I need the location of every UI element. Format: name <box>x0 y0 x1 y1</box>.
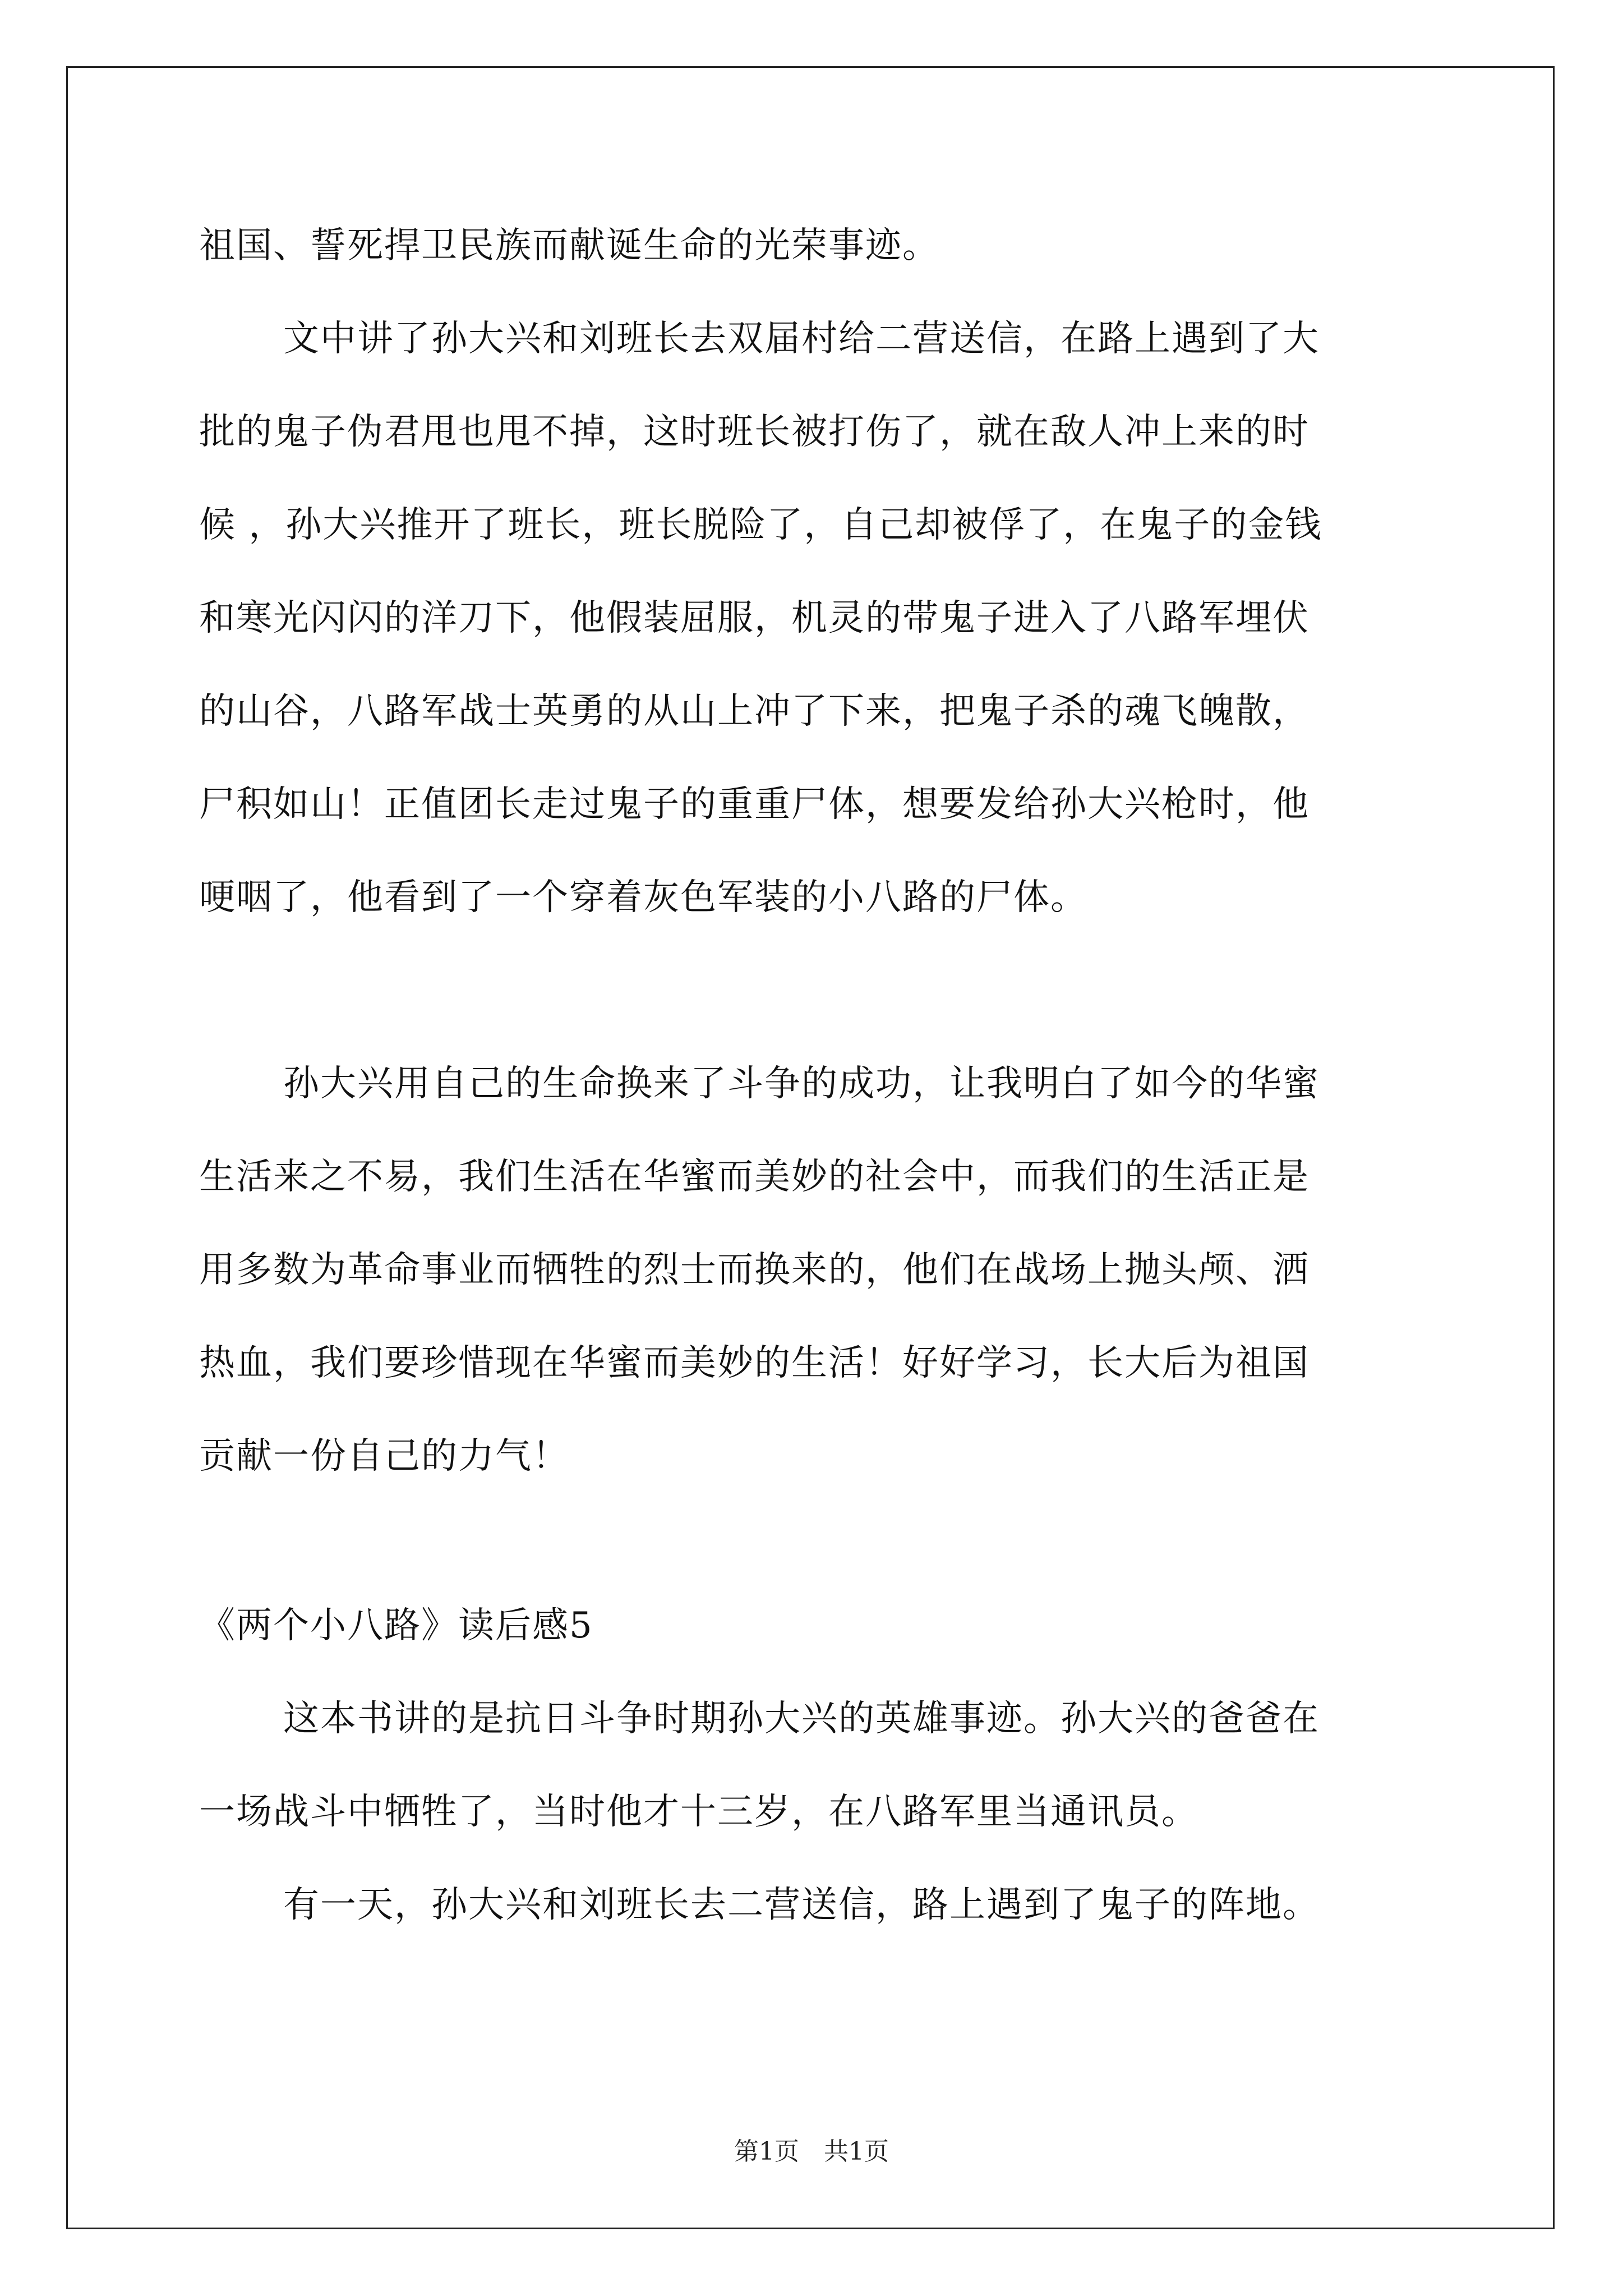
text-line <box>199 944 1433 1037</box>
text-line: 一场战斗中牺牲了，当时他才十三岁，在八路军里当通讯员。 <box>199 1791 1198 1833</box>
text-line: 孙大兴用自己的生命换来了斗争的成功，让我明白了如今的华蜜 <box>283 1063 1320 1105</box>
text-line: 热血，我们要珍惜现在华蜜而美妙的生活！好好学习，长大后为祖国 <box>199 1342 1310 1384</box>
text-line: 祖国、誓死捍卫民族而献诞生命的光荣事迹。 <box>199 225 939 266</box>
page-footer: 第1页 共1页 <box>734 2137 889 2166</box>
section-heading: 《两个小八路》读后感5 <box>199 1605 593 1646</box>
text-line: 贡献一份自己的力气！ <box>199 1435 569 1477</box>
text-line: 这本书讲的是抗日斗争时期孙大兴的英雄事迹。孙大兴的爸爸在 <box>283 1698 1320 1740</box>
text-line: 和寒光闪闪的洋刀下，他假装屈服，机灵的带鬼子进入了八路军埋伏 <box>199 597 1310 639</box>
text-line: 文中讲了孙大兴和刘班长去双届村给二营送信，在路上遇到了大 <box>283 318 1320 360</box>
text-line: 批的鬼子伪君甩也甩不掉，这时班长被打伤了，就在敌人冲上来的时 <box>199 411 1310 453</box>
paragraph-continued <box>199 199 1433 292</box>
text-line: 哽咽了，他看到了一个穿着灰色军装的小八路的尸体。 <box>199 877 1087 918</box>
text-line: 的山谷，八路军战士英勇的从山上冲了下来，把鬼子杀的魂飞魄散， <box>199 691 1310 732</box>
text-line: 候 ，孙大兴推开了班长，班长脱险了，自己却被俘了，在鬼子的金钱 <box>199 504 1322 546</box>
paragraph-section-body <box>199 1672 1433 1952</box>
text-line: 有一天，孙大兴和刘班长去二营送信，路上遇到了鬼子的阵地。 <box>283 1884 1320 1926</box>
text-line: 生活来之不易，我们生活在华蜜而美妙的社会中，而我们的生活正是 <box>199 1156 1310 1198</box>
text-line: 尸积如山！正值团长走过鬼子的重重尸体，想要发给孙大兴枪时，他 <box>199 784 1310 825</box>
paragraph-reflection <box>199 1037 1433 1503</box>
text-line: 用多数为革命事业而牺牲的烈士而换来的，他们在战场上抛头颅、洒 <box>199 1249 1310 1291</box>
paragraph-story-summary <box>199 292 1433 1037</box>
